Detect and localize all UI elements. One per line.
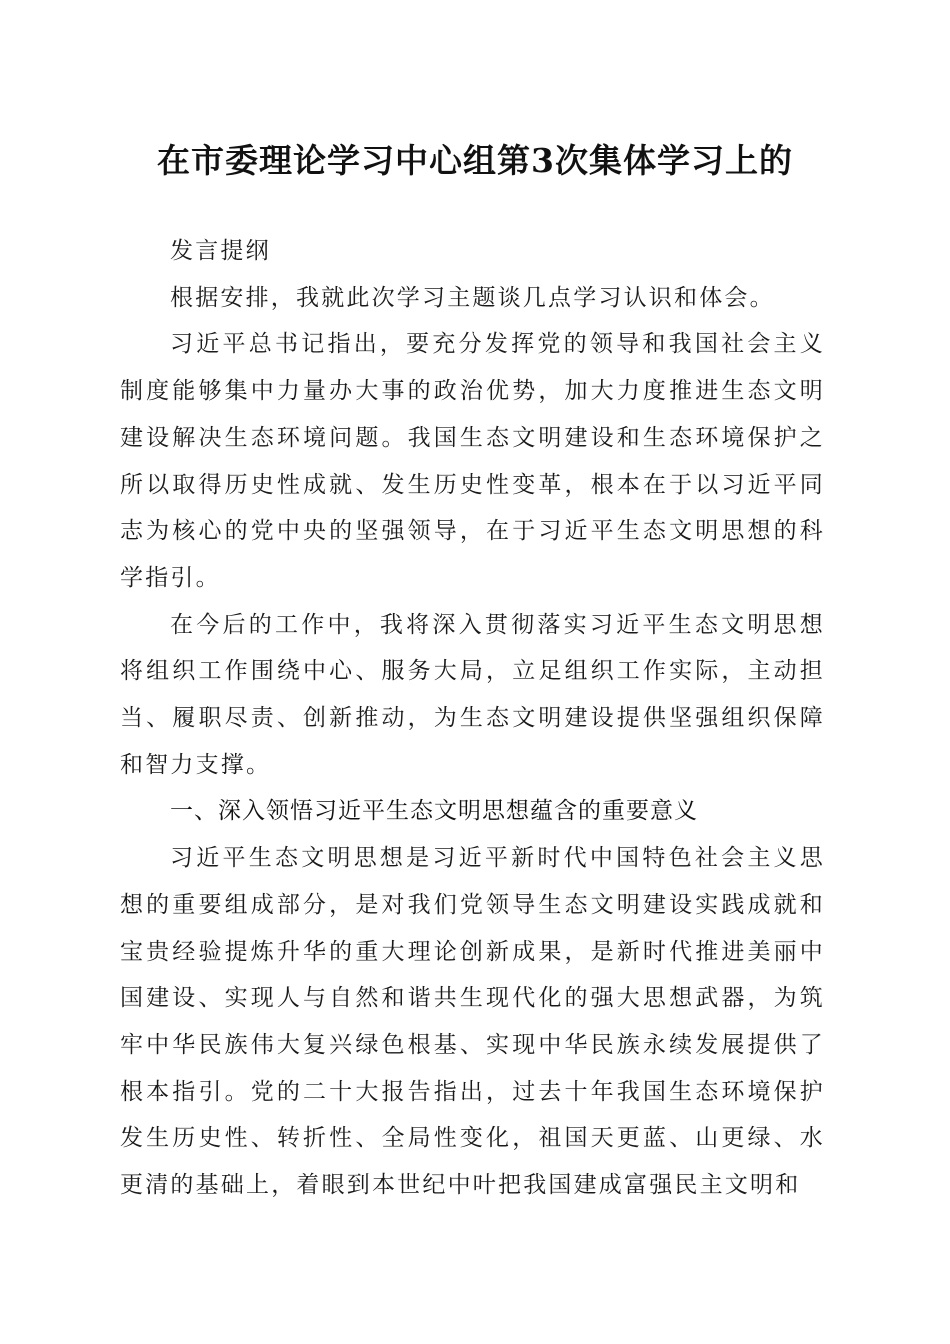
paragraph-subtitle: 发言提纲 bbox=[170, 238, 271, 264]
paragraph-commitment: 在今后的工作中，我将深入贯彻落实习近平生态文明思想将组织工作围绕中心、服务大局，立足组织工作实际，主动担当、履职尽责、创新推动，为生态文明建设提供坚强组织保障和智力支撑。 bbox=[120, 611, 825, 778]
paragraph-section-body: 习近平生态文明思想是习近平新时代中国特色社会主义思想的重要组成部分，是对我们党领导生态文明建设实践成就和宝贵经验提炼升华的重大理论创新成果，是新时代推进美丽中国建设、实现人与自然和谐共生现代化的强大思想武器，为筑牢中华民族伟大复兴绿色根基、实现中华民族永续发展提供了根本指引。党的二十大报告指出，过去十年我国生态环境保护发生历史性、转折性、全局性变化，祖国天更蓝、山更绿、水更清的基础上，着眼到本世纪中叶把我国建成富强民主文明和 bbox=[120, 845, 825, 1199]
paragraph-background: 习近平总书记指出，要充分发挥党的领导和我国社会主义制度能够集中力量办大事的政治优势，加大力度推进生态文明建设解决生态环境问题。我国生态文明建设和生态环境保护之所以取得历史性成就、发生历史性变革，根本在于以习近平同志为核心的党中央的坚强领导，在于习近平生态文明思想的科学指引。 bbox=[120, 331, 825, 591]
document-title: 在市委理论学习中心组第3次集体学习上的 bbox=[157, 141, 793, 180]
section-heading: 一、深入领悟习近平生态文明思想蕴含的重要意义 bbox=[170, 798, 698, 825]
document-body bbox=[120, 228, 825, 1209]
paragraph-intro: 根据安排，我就此次学习主题谈几点学习认识和体会。 bbox=[170, 284, 775, 311]
